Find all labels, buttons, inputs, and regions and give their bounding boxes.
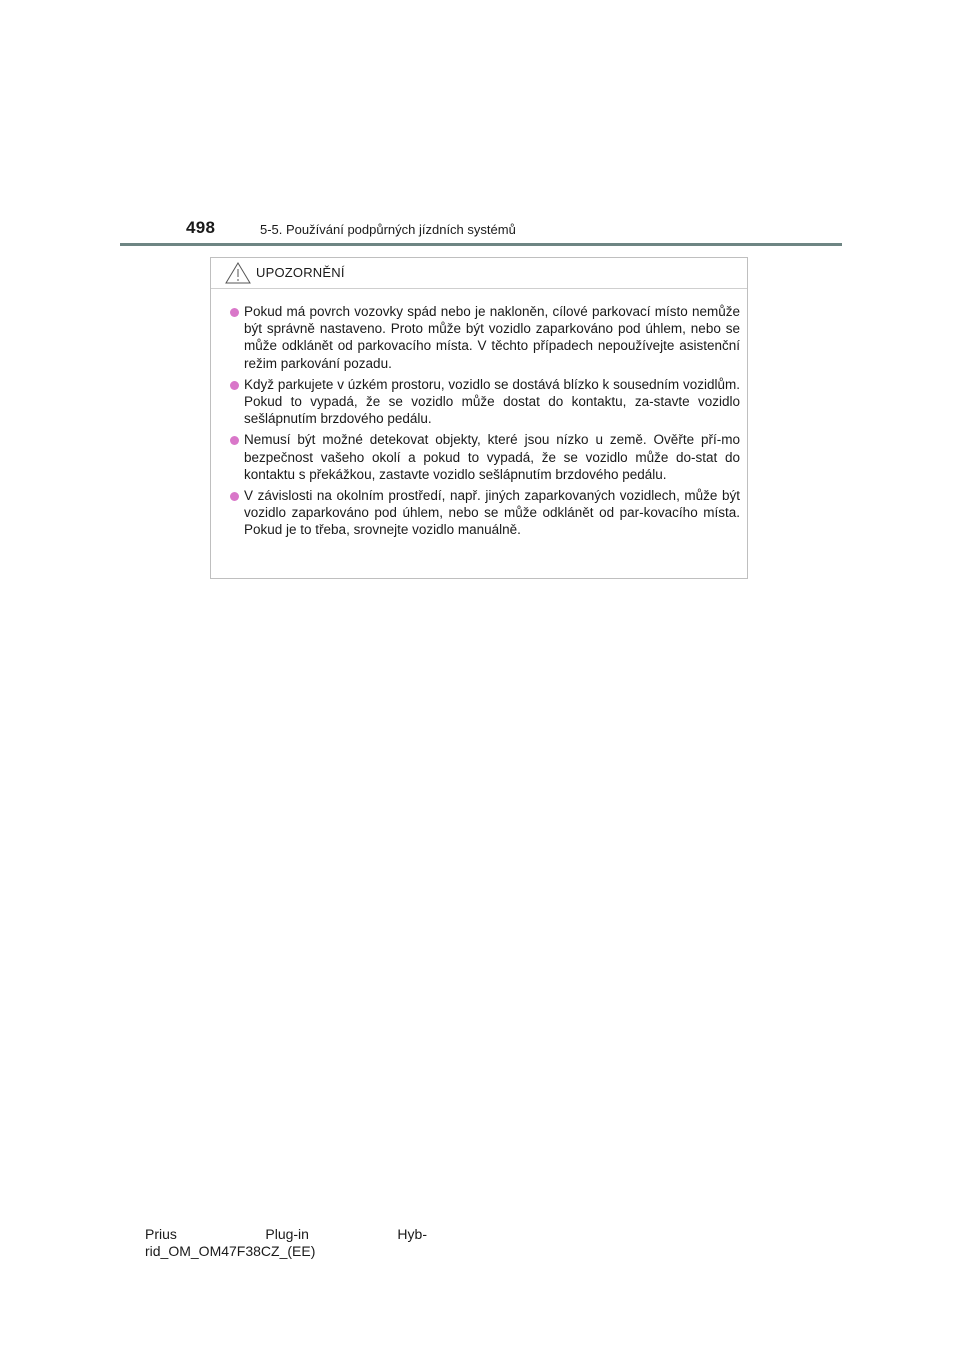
- warning-item-text: V závislosti na okolním prostředí, např. jiných zaparkovaných vozidlech, může být vozidlo zaparkováno pod úhlem, nebo se může odklánět od par-kovacího místa. Pokud je to třeba, srovnejte vozidlo manuálně.: [244, 488, 740, 538]
- warning-item-text: Nemusí být možné detekovat objekty, které jsou nízko u země. Ověřte pří-mo bezpečnost vašeho okolí a pokud to vypadá, že se vozidlo může do-stat do kontaktu s překážkou, zastavte vozidlo sešlápnutím brzdového pedálu.: [244, 432, 740, 482]
- bullet-icon: [230, 492, 239, 501]
- warning-item: [230, 487, 740, 539]
- warning-item-text: Když parkujete v úzkém prostoru, vozidlo se dostává blízko k sousedním vozidlům. Pokud to vypadá, že se vozidlo může dostat do kontaktu, za-stavte vozidlo sešlápnutím brzdového pedálu.: [244, 376, 740, 427]
- header-rule: [120, 243, 842, 246]
- page-number: 498: [186, 218, 216, 237]
- warning-list: [211, 289, 747, 539]
- section-title: 5-5. Používání podpůrných jízdních systémů: [260, 222, 516, 237]
- warning-item-text: Pokud má povrch vozovky spád nebo je nakloněn, cílové parkovací místo nemůže být správně nastaveno. Proto může být vozidlo zaparkováno pod úhlem, nebo se může odklánět od parkovacího místa. V těchto případech nepoužívejte asistenční režim parkování pozadu.: [244, 304, 740, 371]
- warning-title: UPOZORNĚNÍ: [256, 265, 345, 280]
- bullet-icon: [230, 381, 239, 390]
- warning-item: [230, 303, 740, 372]
- warning-box: [210, 257, 748, 579]
- bullet-icon: [230, 308, 239, 317]
- warning-item: [230, 376, 740, 428]
- warning-header: [211, 258, 747, 289]
- warning-triangle-icon: [225, 262, 251, 284]
- footer-document-id: Prius Plug-in Hyb-rid_OM_OM47F38CZ_(EE): [145, 1226, 427, 1259]
- warning-item: [230, 431, 740, 483]
- bullet-icon: [230, 436, 239, 445]
